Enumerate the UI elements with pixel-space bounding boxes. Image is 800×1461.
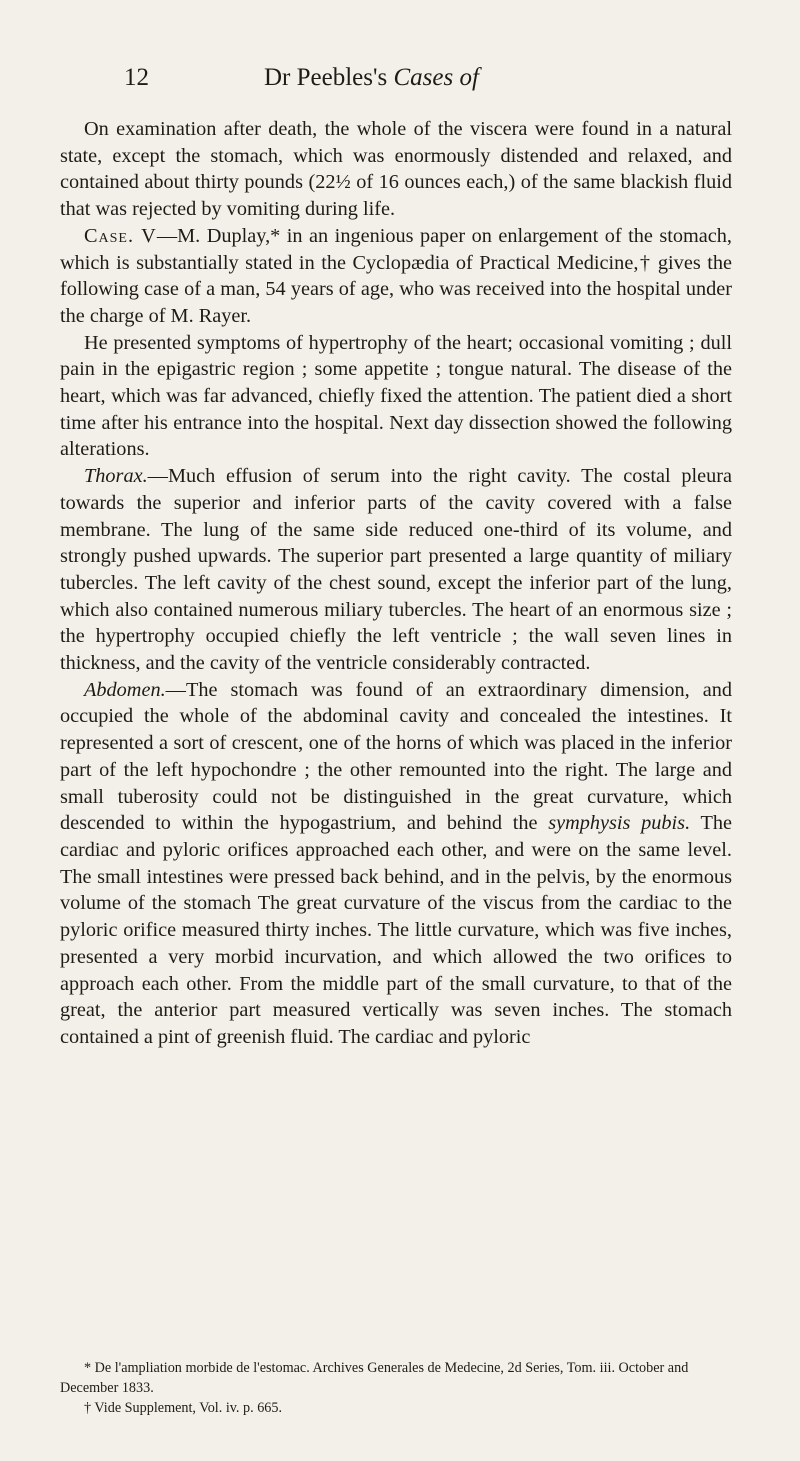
abdomen-text-b: The cardiac and pyloric orifices approached each other, and were on the same level. The small intestines were pressed back behind, and in the pelvis, by the enormous volume of the stomach The great curvature of the viscus from the cardiac to the pyloric orifice measured thirty inches. The little curvature, which was five inches, presented a very morbid incurvation, and which allowed the two orifices to approach each other. From the middle part of the small curvature, to that of the great, the anterior part measured vertically was seven inches. The stomach contained a pint of greenish fluid. The cardiac and pyloric	[60, 812, 732, 1048]
case-v-text: —M. Duplay,* in an ingenious paper on enlargement of the stomach, which is substantially stated in the Cyclopædia of Practical Medicine,† gives the following case of a man, 54 years of age, who was received into the hospital under the charge of M. Rayer.	[60, 224, 733, 327]
paragraph-abdomen	[60, 677, 732, 1051]
page-header	[124, 64, 684, 100]
paragraph-examination: On examination after death, the whole of the viscera were found in a natural state, except the stomach, which was enormously distended and relaxed, and contained about thirty pounds (22½ of 16 ounces each,) of the same blackish fluid that was rejected by vomiting during life.	[60, 118, 732, 221]
abdomen-italic-term: symphysis pubis.	[548, 812, 691, 835]
footnote-1: * De l'ampliation morbide de l'estomac. Archives Generales de Medecine, 2d Series, Tom. iii. October and December 1833.	[60, 1360, 689, 1396]
footnote-2: † Vide Supplement, Vol. iv. p. 665.	[84, 1400, 283, 1416]
running-head-title: Cases of	[393, 64, 479, 91]
paragraph-symptoms: He presented symptoms of hypertrophy of the heart; occasional vomiting ; dull pain in the epigastric region ; some appetite ; tongue natural. The disease of the heart, which was far advanced, chiefly fixed the attention. The patient died a short time after his entrance into the hospital. Next day dissection showed the following alterations.	[60, 331, 732, 461]
page-number: 12	[124, 64, 149, 91]
paragraph-case-v	[60, 223, 732, 330]
body-text	[60, 116, 732, 1051]
thorax-heading: Thorax.	[84, 465, 148, 488]
running-head	[264, 64, 479, 92]
abdomen-heading: Abdomen.	[84, 678, 166, 701]
running-head-author: Dr Peebles's	[264, 64, 394, 91]
abdomen-text-a: —The stomach was found of an extraordinary dimension, and occupied the whole of the abdominal cavity and concealed the intestines. It represented a sort of crescent, one of the horns of which was placed in the inferior part of the left hypochondre ; the other remounted into the right. The large and small tuberosity could not be distinguished in the great curvature, which descended to within the hypogastrium, and behind the	[60, 678, 732, 835]
case-heading: Case. V	[84, 224, 157, 247]
thorax-text: —Much effusion of serum into the right cavity. The costal pleura towards the superior and inferior parts of the cavity covered with a false membrane. The lung of the same side reduced one-third of its volume, and strongly pushed upwards. The superior part presented a large quantity of miliary tubercles. The left cavity of the chest sound, except the inferior part of the lung, which also contained numerous miliary tubercles. The heart of an enormous size ; the hypertrophy occupied chiefly the left ventricle ; the wall seven lines in thickness, and the cavity of the ventricle considerably contracted.	[60, 465, 732, 675]
paragraph-thorax	[60, 463, 732, 677]
footnotes	[60, 1358, 732, 1418]
